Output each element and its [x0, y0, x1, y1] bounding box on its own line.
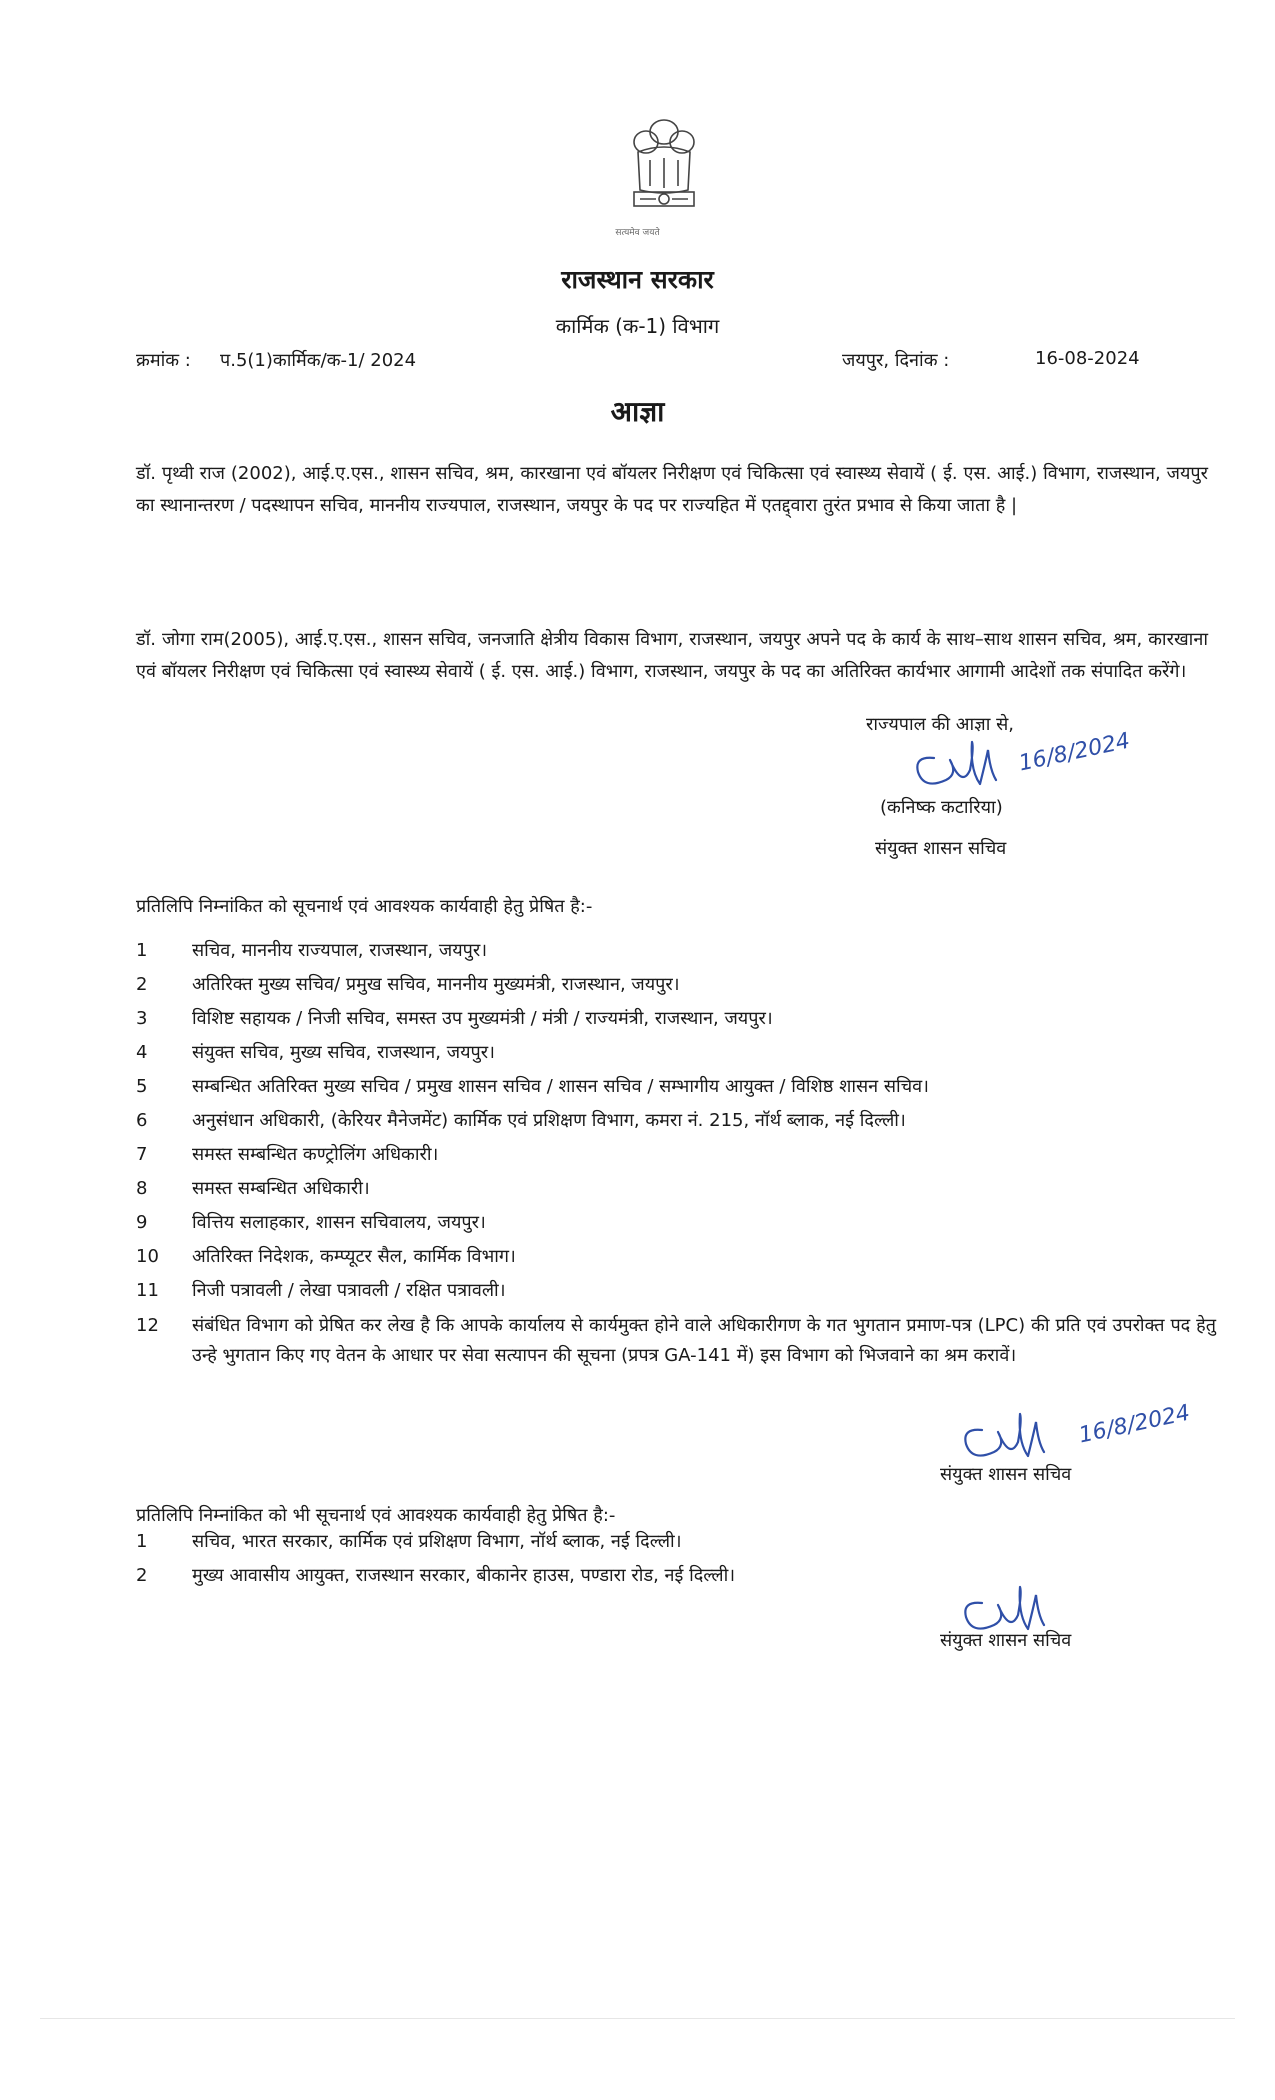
list-item: [136, 1205, 1216, 1239]
signature-1: [900, 730, 1010, 800]
copy1-sign-designation: संयुक्त शासन सचिव: [940, 1464, 1072, 1485]
list-item: [136, 1311, 1216, 1371]
state-emblem: [620, 112, 708, 237]
list-item: [136, 1239, 1216, 1273]
signature-date-2: 16/8/2024: [1076, 1400, 1193, 1449]
copy2-sign-designation: संयुक्त शासन सचिव: [940, 1630, 1072, 1651]
list-item: [136, 1001, 1216, 1035]
item-text: मुख्य आवासीय आयुक्त, राजस्थान सरकार, बीकानेर हाउस, पण्डारा रोड, नई दिल्ली।: [192, 1565, 736, 1586]
place-date-label: जयपुर, दिनांक :: [842, 350, 950, 371]
item-text: निजी पत्रावली / लेखा पत्रावली / रक्षित पत्रावली।: [192, 1280, 506, 1301]
by-order-text: राज्यपाल की आज्ञा से,: [866, 714, 1014, 735]
order-paragraph-1: डॉ. पृथ्वी राज (2002), आई.ए.एस., शासन सचिव, श्रम, कारखाना एवं बॉयलर निरीक्षण एवं चिकित्सा एवं स्वास्थ्य सेवायें ( ई. एस. आई.) विभाग, राजस्थान, जयपुर का स्थानान्तरण / पदस्थापन सचिव, माननीय राज्यपाल, राजस्थान, जयपुर के पद पर राज्यहित में एतद्द्वारा तुरंत प्रभाव से किया जाता है |: [136, 463, 1208, 516]
item-number: 12: [136, 1315, 159, 1336]
list-item: [136, 1069, 1216, 1103]
item-text: संयुक्त सचिव, मुख्य सचिव, राजस्थान, जयपुर।: [192, 1042, 495, 1063]
order-title: आज्ञा: [610, 395, 665, 428]
item-number: 7: [136, 1143, 148, 1165]
item-text: सचिव, माननीय राज्यपाल, राजस्थान, जयपुर।: [192, 940, 488, 961]
list-item: [136, 1137, 1216, 1171]
department-title: कार्मिक (क-1) विभाग: [555, 314, 720, 338]
government-title: राजस्थान सरकार: [561, 265, 714, 294]
item-number: 10: [136, 1245, 159, 1267]
item-text: समस्त सम्बन्धित अधिकारी।: [192, 1178, 370, 1199]
signature-date-1: 16/8/2024: [1016, 728, 1133, 777]
item-text: संबंधित विभाग को प्रेषित कर लेख है कि आपके कार्यालय से कार्यमुक्त होने वाले अधिकारीगण के गत भुगतान प्रमाण-पत्र (LPC) की प्रति एवं उपरोक्त पद हेतु उन्हे भुगतान किए गए वेतन के आधार पर सेवा सत्यापन की सूचना (प्रपत्र GA-141 में) इस विभाग को भिजवाने का श्रम करावें।: [192, 1315, 1216, 1366]
page-edge-line: [40, 2018, 1235, 2019]
item-text: वित्तिय सलाहकार, शासन सचिवालय, जयपुर।: [192, 1212, 486, 1233]
item-number: 11: [136, 1279, 159, 1301]
order-date: 16-08-2024: [1035, 348, 1140, 369]
list-item: [136, 1035, 1216, 1069]
item-number: 8: [136, 1177, 148, 1199]
signatory-name: (कनिष्क कटारिया): [880, 797, 1003, 818]
item-text: समस्त सम्बन्धित कण्ट्रोलिंग अधिकारी।: [192, 1144, 439, 1165]
copy-heading-1: प्रतिलिपि निम्नांकित को सूचनार्थ एवं आवश्यक कार्यवाही हेतु प्रेषित है:-: [136, 896, 593, 917]
list-item: [136, 933, 1216, 967]
item-number: 6: [136, 1109, 148, 1131]
list-item: [136, 1273, 1216, 1307]
emblem-motto: सत्यमेव जयते: [615, 228, 660, 238]
item-number: 2: [136, 973, 148, 995]
copy-heading-2: प्रतिलिपि निम्नांकित को भी सूचनार्थ एवं आवश्यक कार्यवाही हेतु प्रेषित है:-: [136, 1505, 616, 1526]
item-number: 4: [136, 1041, 148, 1063]
item-text: विशिष्ट सहायक / निजी सचिव, समस्त उप मुख्यमंत्री / मंत्री / राज्यमंत्री, राजस्थान, जयपुर।: [192, 1008, 773, 1029]
item-number: 2: [136, 1564, 148, 1586]
item-text: अतिरिक्त मुख्य सचिव/ प्रमुख सचिव, माननीय मुख्यमंत्री, राजस्थान, जयपुर।: [192, 974, 680, 995]
list-item: [136, 1103, 1216, 1137]
item-number: 5: [136, 1075, 148, 1097]
order-paragraph-2: डॉ. जोगा राम(2005), आई.ए.एस., शासन सचिव, जनजाति क्षेत्रीय विकास विभाग, राजस्थान, जयपुर अपने पद के कार्य के साथ–साथ शासन सचिव, श्रम, कारखाना एवं बॉयलर निरीक्षण एवं चिकित्सा एवं स्वास्थ्य सेवायें ( ई. एस. आई.) विभाग, राजस्थान, जयपुर के पद का अतिरिक्त कार्यभार आगामी आदेशों तक संपादित करेंगे।: [136, 629, 1208, 682]
item-number: 3: [136, 1007, 148, 1029]
list-item: [136, 1171, 1216, 1205]
item-number: 1: [136, 1530, 148, 1552]
item-text: सचिव, भारत सरकार, कार्मिक एवं प्रशिक्षण विभाग, नॉर्थ ब्लाक, नई दिल्ली।: [192, 1531, 682, 1552]
item-text: सम्बन्धित अतिरिक्त मुख्य सचिव / प्रमुख शासन सचिव / शासन सचिव / सम्भागीय आयुक्त / विशिष्ठ शासन सचिव।: [192, 1076, 929, 1097]
ref-number: प.5(1)कार्मिक/क-1/ 2024: [220, 350, 417, 371]
ref-label: क्रमांक :: [136, 350, 191, 371]
item-number: 1: [136, 939, 148, 961]
signatory-designation: संयुक्त शासन सचिव: [875, 838, 1007, 859]
item-text: अतिरिक्त निदेशक, कम्प्यूटर सैल, कार्मिक विभाग।: [192, 1246, 516, 1267]
list-item: [136, 1524, 1216, 1558]
copy-list-1: [136, 933, 1216, 1371]
list-item: [136, 967, 1216, 1001]
item-text: अनुसंधान अधिकारी, (केरियर मैनेजमेंट) कार्मिक एवं प्रशिक्षण विभाग, कमरा नं. 215, नॉर्थ ब्लाक, नई दिल्ली।: [192, 1110, 906, 1131]
item-number: 9: [136, 1211, 148, 1233]
